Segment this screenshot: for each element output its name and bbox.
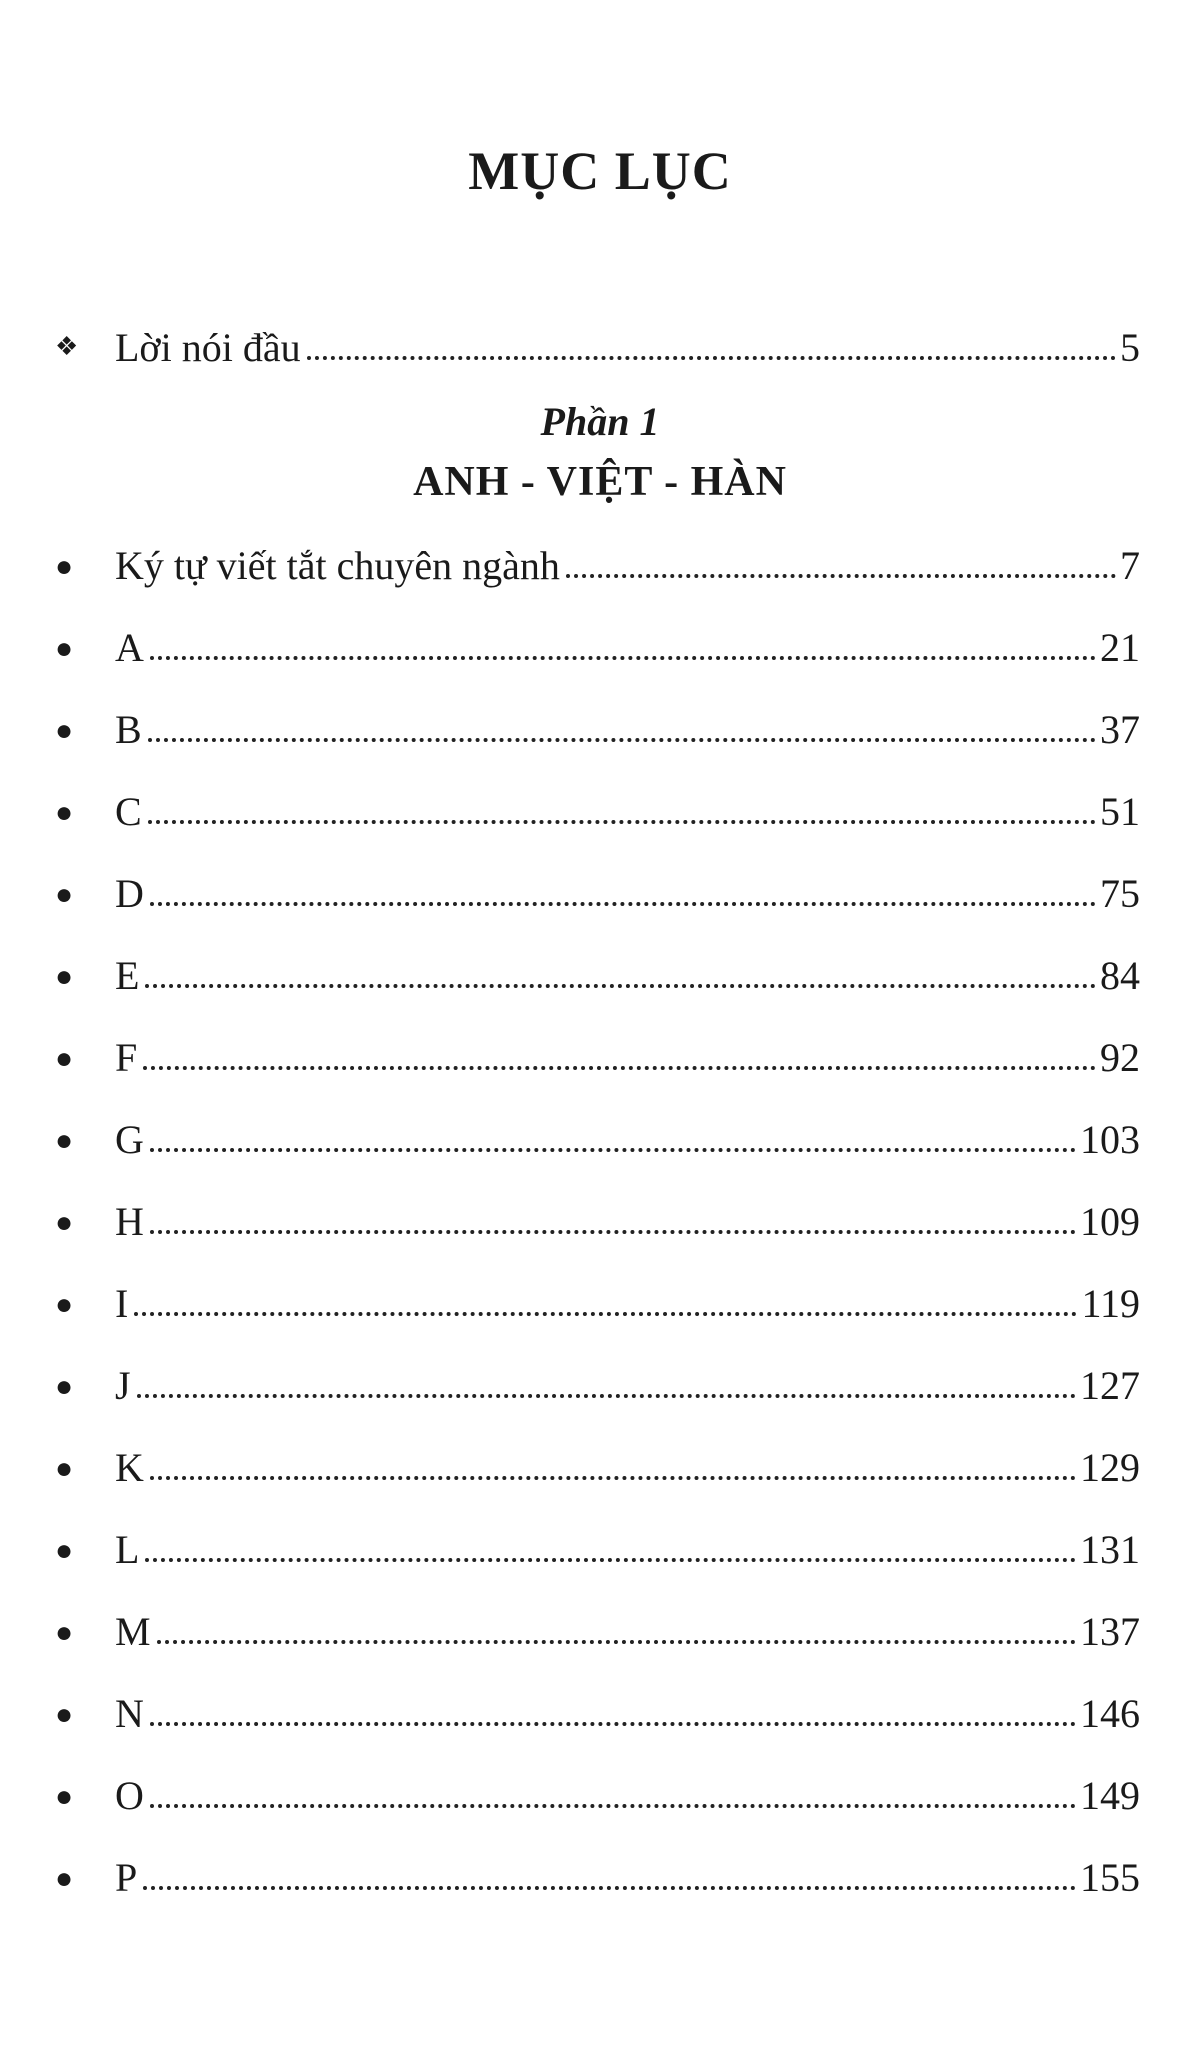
toc-entry-label: L (115, 1527, 140, 1572)
bullet-icon: ● (55, 1370, 74, 1403)
dot-leader (148, 820, 1096, 824)
bullet-icon: ● (55, 714, 74, 747)
toc-entry-label: M (115, 1609, 151, 1654)
toc-entry-page: 5 (1120, 325, 1140, 370)
dot-leader (145, 984, 1096, 988)
dot-leader (150, 1722, 1076, 1726)
bullet-icon: ● (55, 1206, 74, 1239)
toc-entry (55, 858, 1140, 914)
toc-entry (55, 776, 1140, 832)
dot-leader (566, 574, 1116, 578)
part-title: ANH - VIỆT - HÀN (413, 459, 787, 505)
toc-entry-label: O (115, 1773, 144, 1818)
dot-leader (143, 1066, 1096, 1070)
toc-entry-label: J (115, 1363, 131, 1408)
dot-leader (307, 356, 1116, 360)
toc-entry (55, 1514, 1140, 1570)
toc-entry (55, 1678, 1140, 1734)
toc-entry (55, 530, 1140, 586)
dot-leader (137, 1394, 1076, 1398)
toc-entry-page: 129 (1080, 1445, 1140, 1490)
dot-leader (150, 1230, 1076, 1234)
part-label: Phần 1 (540, 399, 660, 444)
toc-entry-label: F (115, 1035, 138, 1080)
dot-leader (150, 1804, 1076, 1808)
bullet-icon: ● (55, 1616, 74, 1649)
toc-entry (55, 1596, 1140, 1652)
toc-entry-intro (55, 312, 1140, 368)
dot-leader (150, 1148, 1076, 1152)
toc-entry-page: 119 (1081, 1281, 1140, 1326)
toc-entry (55, 940, 1140, 996)
dot-leader (134, 1312, 1077, 1316)
toc-entry-label: E (115, 953, 140, 998)
toc-entry-page: 155 (1080, 1855, 1140, 1900)
bullet-icon: ● (55, 1698, 74, 1731)
toc-entry (55, 1350, 1140, 1406)
dot-leader (143, 1886, 1076, 1890)
toc-entry-label: Lời nói đầu (115, 325, 301, 370)
toc-entry-label: P (115, 1855, 138, 1900)
toc-entry (55, 1268, 1140, 1324)
toc-entry-label: G (115, 1117, 144, 1162)
toc-entry-page: 131 (1080, 1527, 1140, 1572)
toc-entry-page: 51 (1100, 789, 1140, 834)
toc-entry (55, 1186, 1140, 1242)
dot-leader (145, 1558, 1076, 1562)
toc-entry (55, 694, 1140, 750)
toc-entry (55, 612, 1140, 668)
bullet-icon: ● (55, 878, 74, 911)
toc-entry-page: 149 (1080, 1773, 1140, 1818)
toc-entry-label: N (115, 1691, 144, 1736)
bullet-icon: ● (55, 632, 74, 665)
bullet-icon: ● (55, 550, 74, 583)
dot-leader (150, 1476, 1076, 1480)
toc-entry-page: 92 (1100, 1035, 1140, 1080)
dot-leader (157, 1640, 1076, 1644)
bullet-icon: ● (55, 1124, 74, 1157)
bullet-icon: ● (55, 1452, 74, 1485)
toc-entry (55, 1760, 1140, 1816)
toc-entry (55, 1104, 1140, 1160)
dot-leader (148, 738, 1096, 742)
bullet-icon: ● (55, 1780, 74, 1813)
bullet-icon: ● (55, 1534, 74, 1567)
toc-entry-page: 127 (1080, 1363, 1140, 1408)
bullet-icon: ● (55, 796, 74, 829)
toc-entry-label: B (115, 707, 142, 752)
toc-entry-label: D (115, 871, 144, 916)
toc-entry-page: 37 (1100, 707, 1140, 752)
toc-entry-page: 103 (1080, 1117, 1140, 1162)
toc-entry-page: 84 (1100, 953, 1140, 998)
toc-entry (55, 1842, 1140, 1898)
diamond-bullet-icon: ❖ (55, 332, 79, 361)
toc-entry-page: 109 (1080, 1199, 1140, 1244)
toc-entry-label: H (115, 1199, 144, 1244)
bullet-icon: ● (55, 960, 74, 993)
toc-entry-label: A (115, 625, 144, 670)
toc-entry-label: K (115, 1445, 144, 1490)
page-title: MỤC LỤC (468, 141, 732, 201)
toc-entry-page: 7 (1120, 543, 1140, 588)
toc-entry-page: 21 (1100, 625, 1140, 670)
toc-entry-page: 75 (1100, 871, 1140, 916)
toc-entry-page: 137 (1080, 1609, 1140, 1654)
bullet-icon: ● (55, 1042, 74, 1075)
toc-entry-label: C (115, 789, 142, 834)
toc-entry (55, 1432, 1140, 1488)
dot-leader (150, 656, 1096, 660)
dot-leader (150, 902, 1096, 906)
bullet-icon: ● (55, 1288, 74, 1321)
toc-entry (55, 1022, 1140, 1078)
bullet-icon: ● (55, 1862, 74, 1895)
toc-entry-label: I (115, 1281, 129, 1326)
toc-entry-label: Ký tự viết tắt chuyên ngành (115, 543, 560, 588)
toc-entry-page: 146 (1080, 1691, 1140, 1736)
